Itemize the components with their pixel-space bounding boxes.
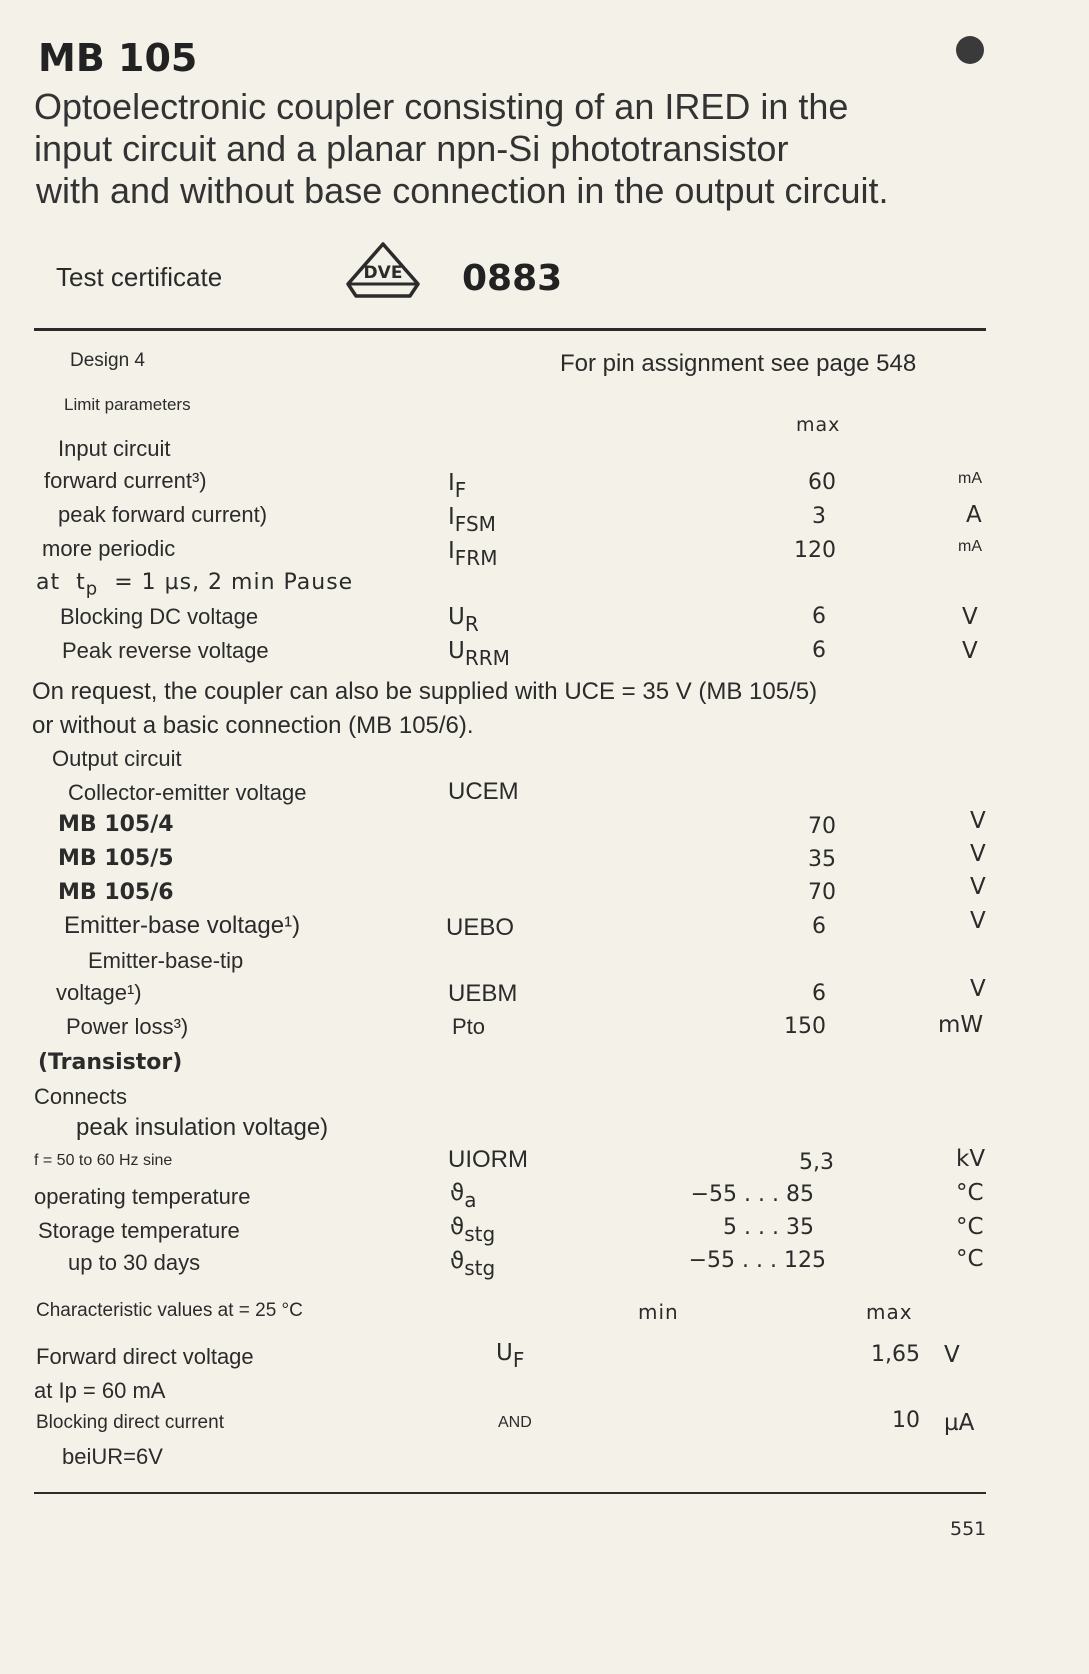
certificate-number: 0883 — [462, 258, 563, 299]
blocking-dc-voltage-symbol: $U_R$ — [448, 604, 479, 636]
design-label: Design 4 — [70, 350, 145, 371]
collector-emitter-voltage-symbol: UCEM — [448, 778, 519, 805]
variant-unit: V — [970, 874, 986, 900]
forward-current-symbol: $I_F$ — [448, 470, 467, 502]
blocking-current-value: 10 — [892, 1408, 920, 1433]
emitter-base-voltage-symbol: UEBO — [446, 914, 515, 941]
peak-forward-current-value: 3 — [812, 504, 826, 529]
blocking-current-unit: µA — [944, 1410, 975, 1436]
emitter-base-tip-symbol: UEBM — [448, 980, 518, 1007]
pulse-condition: at $t_p = 1$ µs, 2 min Pause — [36, 570, 354, 600]
emitter-base-voltage-value: 6 — [812, 914, 826, 939]
storage-30-days-label: up to 30 days — [68, 1250, 201, 1275]
variant-label: MB 105/4 — [58, 812, 174, 837]
forward-voltage-unit: V — [944, 1342, 960, 1368]
page-number: 551 — [950, 1518, 987, 1540]
variant-label: MB 105/6 — [58, 880, 174, 905]
blocking-dc-voltage-unit: V — [962, 604, 978, 630]
blocking-current-label: Blocking direct current — [36, 1412, 224, 1433]
max-column-header-char: max — [866, 1300, 913, 1324]
forward-voltage-value: 1,65 — [871, 1342, 920, 1367]
bottom-divider — [34, 1492, 986, 1494]
power-loss-label: Power loss³) — [66, 1014, 189, 1039]
power-loss-unit: mW — [938, 1012, 984, 1038]
blocking-dc-voltage-value: 6 — [812, 604, 826, 629]
operating-temperature-symbol: $ϑ_a$ — [450, 1180, 477, 1212]
input-circuit-heading: Input circuit — [58, 436, 171, 461]
pin-assignment-note: For pin assignment see page 548 — [560, 350, 917, 377]
repetitive-current-unit: mA — [958, 538, 982, 555]
max-column-header: max — [796, 414, 841, 436]
forward-voltage-condition: at Ip = 60 mA — [34, 1378, 166, 1403]
insulation-voltage-unit: kV — [956, 1146, 986, 1172]
insulation-voltage-symbol: UIORM — [448, 1146, 528, 1173]
forward-current-unit: mA — [958, 470, 982, 487]
request-note-line-1: On request, the coupler can also be supplied with UCE = 35 V (MB 105/5) — [32, 678, 818, 705]
operating-temperature-unit: °C — [956, 1180, 984, 1206]
emitter-base-voltage-label: Emitter-base voltage¹) — [64, 912, 301, 939]
operating-temperature-label: operating temperature — [34, 1184, 251, 1209]
forward-current-value: 60 — [808, 470, 836, 495]
collector-emitter-voltage-label: Collector-emitter voltage — [68, 780, 307, 805]
variant-label: MB 105/5 — [58, 846, 174, 871]
characteristics-heading: Characteristic values at = 25 °C — [36, 1300, 303, 1321]
peak-forward-current-unit: A — [966, 502, 982, 528]
repetitive-current-label: more periodic — [42, 536, 176, 561]
blocking-dc-voltage-label: Blocking DC voltage — [60, 604, 259, 629]
storage-30-days-unit: °C — [956, 1246, 984, 1272]
peak-forward-current-symbol: $I_{FSM}$ — [448, 504, 496, 536]
storage-temperature-unit: °C — [956, 1214, 984, 1240]
forward-voltage-symbol: $U_F$ — [496, 1340, 525, 1372]
forward-current-label: forward current³) — [44, 468, 207, 493]
peak-reverse-voltage-label: Peak reverse voltage — [62, 638, 269, 663]
emitter-base-voltage-unit: V — [970, 908, 986, 934]
blocking-current-condition: beiUR=6V — [62, 1444, 163, 1469]
request-note-line-2: or without a basic connection (MB 105/6). — [32, 712, 474, 739]
insulation-voltage-label: peak insulation voltage) — [76, 1114, 329, 1141]
variant-value: 35 — [808, 847, 836, 872]
emitter-base-tip-value: 6 — [812, 981, 826, 1006]
transistor-label: (Transistor) — [38, 1050, 183, 1075]
peak-reverse-voltage-symbol: $U_{RRM}$ — [448, 638, 510, 670]
power-loss-symbol: Pto — [452, 1014, 486, 1039]
limit-parameters-heading: Limit parameters — [64, 395, 191, 414]
storage-temperature-value: 5 . . . 35 — [723, 1215, 814, 1240]
variant-value: 70 — [808, 814, 836, 839]
storage-30-days-value: −55 . . . 125 — [688, 1248, 826, 1273]
vde-logo-icon — [342, 238, 424, 302]
connects-label: Connects — [34, 1084, 127, 1109]
peak-reverse-voltage-unit: V — [962, 638, 978, 664]
subtitle-line-3: with and without base connection in the output circuit. — [36, 170, 889, 211]
emitter-base-tip-unit: V — [970, 976, 986, 1002]
forward-voltage-label: Forward direct voltage — [36, 1344, 254, 1369]
storage-temperature-symbol: $ϑ_{stg}$ — [450, 1214, 496, 1246]
top-divider — [34, 328, 986, 331]
insulation-condition: f = 50 to 60 Hz sine — [34, 1152, 173, 1169]
emitter-base-tip-label-cont: voltage¹) — [56, 980, 142, 1005]
vde-logo-text: DVE — [363, 263, 403, 283]
subtitle-line-1: Optoelectronic coupler consisting of an IRED in the — [34, 86, 849, 127]
emitter-base-tip-label: Emitter-base-tip — [88, 948, 244, 973]
variant-unit: V — [970, 808, 986, 834]
peak-reverse-voltage-value: 6 — [812, 638, 826, 663]
storage-30-days-symbol: $ϑ_{stg}$ — [450, 1248, 496, 1280]
insulation-voltage-value: 5,3 — [799, 1150, 834, 1175]
page-title: MB 105 — [38, 36, 198, 80]
operating-temperature-value: −55 . . . 85 — [690, 1182, 814, 1207]
output-circuit-heading: Output circuit — [52, 746, 182, 771]
corner-dot-icon — [956, 36, 984, 64]
peak-forward-current-label: peak forward current) — [58, 502, 268, 527]
blocking-current-symbol: AND — [498, 1414, 532, 1431]
variant-value: 70 — [808, 880, 836, 905]
min-column-header: min — [638, 1300, 679, 1324]
subtitle-line-2: input circuit and a planar npn-Si phototransistor — [34, 128, 789, 169]
certificate-label: Test certificate — [56, 262, 223, 292]
power-loss-value: 150 — [784, 1014, 826, 1039]
variant-unit: V — [970, 841, 986, 867]
repetitive-current-symbol: $I_{FRM}$ — [448, 538, 498, 570]
storage-temperature-label: Storage temperature — [38, 1218, 240, 1243]
repetitive-current-value: 120 — [794, 538, 836, 563]
